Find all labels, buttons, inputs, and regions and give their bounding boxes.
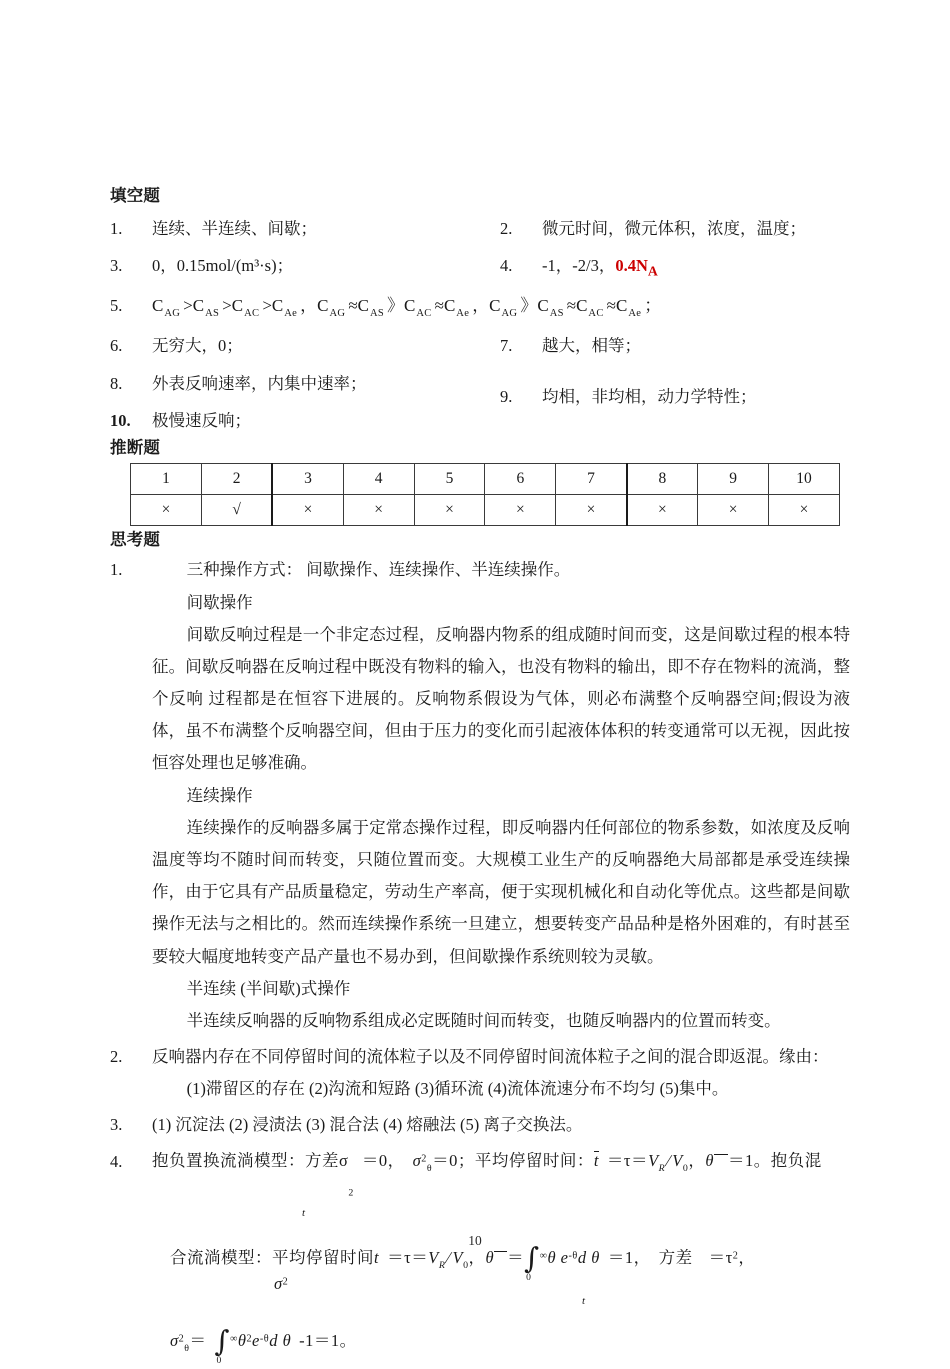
- q4-comma: ，: [688, 1150, 706, 1170]
- q4-math-line-2: 合流淌模型：平均停留时间$t =\tau=V_R/V_0$，θ ＝∫∞ 0 θ $e^{-\theta}d$ θ ＝1， 方差 $=\tau^2$，: [152, 1243, 850, 1275]
- q4-l2-comma: ，: [468, 1247, 486, 1267]
- blank-number-8: 8.: [110, 373, 123, 393]
- blank-row-8-9: [110, 368, 850, 406]
- q4-sigma-annot: σ: [274, 1273, 283, 1293]
- q4-eq1: ＝0，: [361, 1150, 405, 1170]
- thinking-question-1: [110, 554, 850, 1037]
- section-heading-thinking: 思考题: [110, 529, 161, 549]
- q4-l2-eq2: ＝: [507, 1247, 525, 1267]
- f5-p15: Ae: [456, 308, 470, 320]
- f5-p0: C: [152, 296, 164, 316]
- q4-l2-exp: -θ: [568, 1250, 578, 1262]
- q4-l3-eq: ＝: [189, 1330, 207, 1350]
- table-row-answers: [131, 494, 840, 525]
- q4-math-var-sub-annot: [152, 1291, 850, 1311]
- table-row-header: [131, 463, 840, 494]
- f5-p6: >C: [262, 296, 284, 316]
- q4-l3-sup: 2: [178, 1333, 185, 1345]
- q4-sigma2: σ: [412, 1150, 422, 1170]
- q4-l2-var-tail: ，: [738, 1247, 756, 1267]
- thinking-question-2: [110, 1041, 850, 1105]
- q4-V0-sub: 0: [682, 1162, 689, 1174]
- judge-answer-5: ×: [414, 494, 485, 525]
- q4-l2-t: t: [374, 1247, 380, 1267]
- blank-item-8: [110, 368, 500, 399]
- q4-l2-res: ＝1，: [607, 1247, 651, 1267]
- blank-text-9: 均相，非均相，动力学特性；: [542, 386, 757, 406]
- fill-in-blanks-list: [110, 213, 850, 437]
- thinking-q1-sub3-para: 半连续反响器的反响物系组成必定既随时间而转变，也随反响器内的位置而转变。: [186, 1010, 781, 1030]
- blank-item-7: [500, 330, 850, 361]
- f5-p9: AG: [329, 308, 346, 320]
- q4-var-sub-t: t: [582, 1295, 586, 1308]
- q4-sigma2-sup: 2: [421, 1153, 427, 1165]
- f5-p18: 》C: [520, 296, 549, 316]
- f5-p3: AS: [205, 308, 220, 320]
- thinking-q1-line1: 三种操作方式： 间歇操作、连续操作、半连续操作。: [186, 560, 571, 580]
- q4-l3-exp: -θ: [259, 1333, 270, 1345]
- thinking-q2-number: 2.: [110, 1047, 123, 1067]
- thinking-q1-sub1-para: 间歇反响过程是一个非定态过程，反响器内物系的组成随时间而变，这是间歇过程的根本特征。间歇反响器在反响过程中既没有物料的输入，也没有物料的输出，即不存在物料的流淌，整个反响 过程都是在恒容下进展的。反响物系假设为气体，则必布满整个反响器空间;假设为液体，虽不布满整个反响器空间，但由于压力的变化而引起液体体积的转变通常可以无视，因此按恒容处理也足够准确。: [152, 624, 850, 773]
- judge-answer-2: √: [201, 494, 272, 525]
- q4-l2-integrand: θ e: [547, 1247, 569, 1267]
- blank-text-3: 0，0.15mol/(m³·s)；: [152, 255, 294, 275]
- q4-l2-int-lower: 0: [526, 1271, 532, 1283]
- blank-text-7: 越大，相等；: [542, 336, 641, 356]
- f5-p23: Ae: [628, 308, 642, 320]
- blank-item-5: [110, 290, 850, 324]
- q4-l2-V-sub: R: [438, 1259, 446, 1271]
- q4-l2-var-sup: 2: [732, 1250, 739, 1262]
- q4-math-line-3: [152, 1323, 850, 1366]
- thinking-question-3: [110, 1109, 850, 1141]
- blank-text-4-plain: -1，-2/3，: [542, 255, 616, 275]
- integral-icon-2: ∫: [214, 1323, 231, 1358]
- f5-p2: >C: [183, 296, 205, 316]
- judge-header-1: 1: [131, 463, 202, 494]
- q4-l3-dtheta: d θ: [269, 1330, 292, 1350]
- section-heading-fill-in-blanks: 填空题: [110, 186, 161, 205]
- blank-number-5: 5.: [110, 296, 123, 316]
- q4-sigma-sub2: 2: [348, 1187, 354, 1199]
- thinking-q4-body: [152, 1146, 850, 1366]
- blank-item-10: [110, 405, 500, 436]
- blank-text-1: 连续、半连续、间歇；: [152, 218, 317, 238]
- f5-p17: AG: [501, 308, 518, 320]
- f5-p19: AS: [549, 308, 564, 320]
- page-number: 10: [468, 1233, 482, 1248]
- judge-answer-4: ×: [343, 494, 414, 525]
- f5-p20: ≈C: [566, 296, 588, 316]
- q4-t-bar: t: [593, 1150, 599, 1170]
- q4-l3-int-lower: 0: [216, 1354, 222, 1366]
- judge-answer-6: ×: [485, 494, 556, 525]
- judge-answer-1: ×: [131, 494, 202, 525]
- q4-l2-V0-sub: 0: [463, 1259, 469, 1271]
- q4-l2-int-upper: ∞: [539, 1250, 548, 1262]
- judge-header-7: 7: [556, 463, 627, 494]
- q4-math-marker-t: [152, 1203, 850, 1233]
- blank-row-5: [110, 290, 850, 324]
- thinking-q2-line2: (1)滞留区的存在 (2)沟流和短路 (3)循环流 (4)流体流速分布不均匀 (5)集中。: [186, 1079, 729, 1099]
- f5-p1: AG: [164, 308, 181, 320]
- thinking-q4-number: 4.: [110, 1151, 123, 1171]
- blank-number-3: 3.: [110, 255, 123, 275]
- judge-answer-7: ×: [556, 494, 627, 525]
- q4-l2-dtheta: d θ: [577, 1247, 600, 1267]
- judge-header-4: 4: [343, 463, 414, 494]
- blank-text-8: 外表反响速率，内集中速率；: [152, 373, 367, 393]
- blank-number-6: 6.: [110, 336, 123, 356]
- judge-header-9: 9: [698, 463, 769, 494]
- q4-V: V: [648, 1150, 659, 1170]
- f5-p21: AC: [588, 308, 604, 320]
- judge-header-10: 10: [769, 463, 840, 494]
- blank-number-4: 4.: [500, 255, 513, 275]
- q4-l3-integrand-sup: 2: [246, 1333, 253, 1345]
- f5-p16: ，C: [472, 296, 501, 316]
- thinking-q1-sub1-title: 间歇操作: [186, 592, 253, 612]
- f5-p5: AC: [244, 308, 260, 320]
- blank-item-9: [500, 381, 850, 412]
- q4-lead: 抱负置换流淌模型：方差σ: [152, 1150, 349, 1170]
- q4-tail: 抱负混: [770, 1150, 822, 1170]
- blank-text-4: [542, 250, 658, 284]
- thinking-q3-number: 3.: [110, 1115, 123, 1135]
- f5-p22: ≈C: [606, 296, 628, 316]
- thinking-q1-sub2-para: 连续操作的反响器多属于定常态操作过程，即反响器内任何部位的物系参数，如浓度及反响温度等均不随时间而转变，只随位置而变。大规模工业生产的反响器绝大局部都是承受连续操作，由于它具有产品质量稳定，劳动生产率高，便于实现机械化和自动化等优点。这些都是间歇操作无法与之相比的。然而连续操作系统一旦建立，想要转变产品品种是格外困难的，有时甚至要较大幅度地转变产品产量也不易办到，但间歇操作系统则较为灵敏。: [152, 817, 850, 966]
- q4-l2-label: 合流淌模型：平均停留时间: [170, 1247, 374, 1267]
- q4-sigma-annot-sup: 2: [282, 1276, 289, 1288]
- thinking-q2-body: [152, 1041, 850, 1105]
- blank-text-4-red-subscript: A: [647, 263, 658, 279]
- q4-l2-var-eq: ＝τ: [708, 1247, 733, 1267]
- q4-math-line-1: [152, 1146, 850, 1203]
- blank-row-6-7: [110, 330, 850, 361]
- f5-p12: 》C: [387, 296, 416, 316]
- judge-answer-10: ×: [769, 494, 840, 525]
- blank-text-4-red-main: 0.4N: [615, 255, 648, 275]
- q4-slash: /: [663, 1150, 675, 1170]
- blank-number-1: 1.: [110, 218, 123, 238]
- q4-V-sub: R: [658, 1162, 666, 1174]
- q4-l2-V: V: [428, 1247, 439, 1267]
- f5-p8: ，C: [300, 296, 329, 316]
- q4-l3-tail: -1＝1。: [299, 1330, 357, 1350]
- q4-marker-t: t: [302, 1206, 306, 1219]
- blank-number-7: 7.: [500, 336, 513, 356]
- f5-p14: ≈C: [434, 296, 456, 316]
- blank-item-2: [500, 213, 850, 244]
- section-heading-judgement: 推断题: [110, 438, 161, 458]
- f5-p10: ≈C: [348, 296, 369, 316]
- f5-p11: AS: [369, 308, 385, 320]
- blank-number-10: 10.: [110, 410, 131, 430]
- thinking-q3-line1: (1) 沉淀法 (2) 浸渍法 (3) 混合法 (4) 熔融法 (5) 离子交换法。: [152, 1115, 583, 1135]
- blank-item-6: [110, 330, 500, 361]
- judge-header-6: 6: [485, 463, 556, 494]
- thinking-q1-sub3-title: 半连续 (半间歇)式操作: [186, 978, 351, 998]
- f5-p24: ；: [644, 296, 662, 316]
- blank-row-1-2: [110, 213, 850, 244]
- judge-answer-9: ×: [698, 494, 769, 525]
- q4-eq2: ＝0；: [432, 1150, 475, 1170]
- judgement-table: [130, 463, 840, 526]
- blank-number-2: 2.: [500, 218, 513, 238]
- blank-number-9: 9.: [500, 386, 513, 406]
- q4-theta: θ: [705, 1150, 714, 1170]
- judge-answer-8: ×: [627, 494, 698, 525]
- thinking-q1-sub2-title: 连续操作: [186, 785, 253, 805]
- q4-sigma2-sub: θ: [426, 1162, 433, 1174]
- q4-V0: V: [672, 1150, 683, 1170]
- q4-eq4: ＝1。: [727, 1150, 771, 1170]
- q4-l2-V0: V: [452, 1247, 464, 1267]
- judge-answer-3: ×: [272, 494, 343, 525]
- q4-l3-int-upper: ∞: [230, 1333, 238, 1345]
- blank-row-3-4: [110, 250, 850, 284]
- q4-mean-label: 平均停留时间：: [474, 1150, 594, 1170]
- blank-item-1: [110, 213, 500, 244]
- blank-text-6: 无穷大，0；: [152, 336, 243, 356]
- blank-text-10: 极慢速反响；: [152, 410, 251, 430]
- judge-header-3: 3: [272, 463, 343, 494]
- q4-l2-theta: θ: [485, 1247, 495, 1267]
- thinking-q3-body: [152, 1109, 850, 1141]
- thinking-q2-line1: 反响器内存在不同停留时间的流体粒子以及不同停留时间流体粒子之间的混合即返混。缘由：: [152, 1047, 829, 1067]
- q4-l2-eq: ＝τ＝: [387, 1247, 429, 1267]
- f5-p4: >C: [222, 296, 244, 316]
- blank-item-3: [110, 250, 500, 281]
- q4-l3-e: e: [252, 1330, 260, 1350]
- q4-eq3: ＝τ＝: [606, 1150, 649, 1170]
- blank-text-2: 微元时间，微元体积，浓度，温度；: [542, 218, 806, 238]
- q4-l3-sub: θ: [184, 1342, 190, 1354]
- thinking-q1-body: [152, 554, 850, 1037]
- q4-l3-integrand: θ: [237, 1330, 247, 1350]
- blank-item-4: [500, 250, 850, 284]
- blank-text-4-highlight: [615, 255, 658, 279]
- judge-header-8: 8: [627, 463, 698, 494]
- f5-p7: Ae: [284, 308, 298, 320]
- q4-l3-sigma: σ: [170, 1330, 179, 1350]
- f5-p13: AC: [416, 308, 432, 320]
- thinking-q1-number: 1.: [110, 560, 123, 580]
- judge-header-5: 5: [414, 463, 485, 494]
- thinking-question-4: [110, 1146, 850, 1366]
- blank-formula-5: [152, 290, 661, 324]
- q4-l3-integral: [214, 1323, 238, 1366]
- judge-header-2: 2: [201, 463, 272, 494]
- integral-icon: ∫: [524, 1240, 540, 1275]
- q4-l2-var-label: 方差: [658, 1247, 693, 1267]
